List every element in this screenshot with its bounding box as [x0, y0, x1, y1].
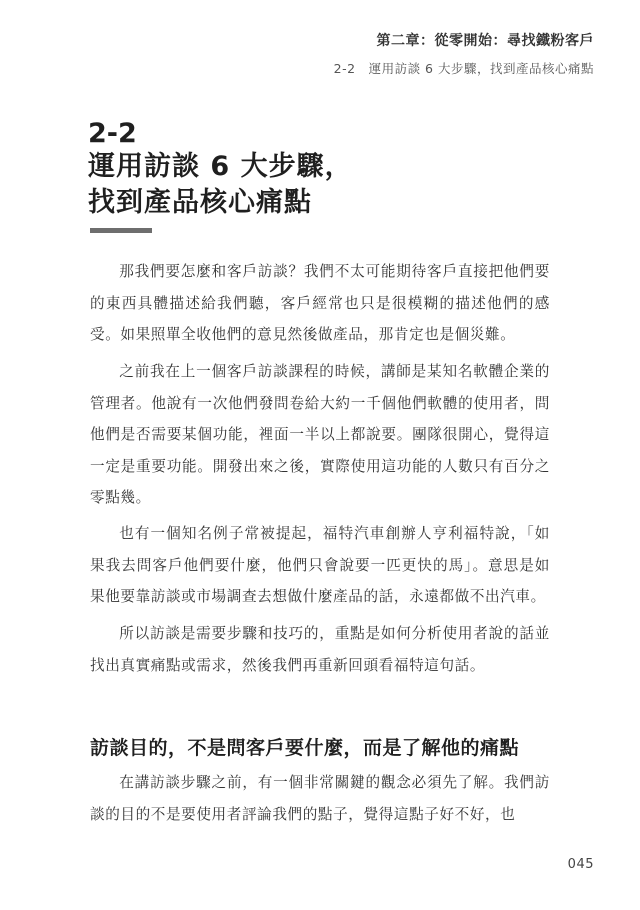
subheading: 訪談目的，不是問客戶要什麼，而是了解他的痛點: [90, 737, 520, 759]
paragraph-3: 也有一個知名例子常被提起，福特汽車創辦人亨利福特說，「如果我去問客戶他們要什麼，他們只會說要一匹更快的馬」。意思是如果他要靠訪談或市場調查去想做什麼產品的話，永遠都做不出汽車。: [90, 525, 550, 605]
running-head: [334, 30, 594, 77]
section-number: 2-2: [88, 118, 137, 149]
heading-line-1: 運用訪談 6 大步驟，: [88, 151, 353, 182]
heading-line-2: 找到產品核心痛點: [88, 187, 312, 218]
chapter-title: 第二章：從零開始：尋找鐵粉客戶: [376, 33, 594, 49]
paragraph-5: 在講訪談步驟之前，有一個非常關鍵的觀念必須先了解。我們訪談的目的不是要使用者評論我們的點子，覺得這點子好不好，也: [90, 774, 550, 823]
page-number: 045: [567, 857, 594, 872]
heading-underline: [90, 228, 152, 233]
paragraph-2: 之前我在上一個客戶訪談課程的時候，講師是某知名軟體企業的管理者。他說有一次他們發問卷給大約一千個他們軟體的使用者，問他們是否需要某個功能，裡面一半以上都說要。團隊很開心，覺得這一定是重要功能。開發出來之後，實際使用這功能的人數只有百分之零點幾。: [90, 363, 550, 506]
paragraph-1: 那我們要怎麼和客戶訪談？我們不太可能期待客戶直接把他們要的東西具體描述給我們聽，客戶經常也只是很模糊的描述他們的感受。如果照單全收他們的意見然後做產品，那肯定也是個災難。: [90, 263, 550, 343]
section-title: 2-2 運用訪談 6 大步驟，找到產品核心痛點: [333, 61, 594, 76]
section-heading: [88, 118, 353, 221]
paragraph-4: 所以訪談是需要步驟和技巧的，重點是如何分析使用者說的話並找出真實痛點或需求，然後我們再重新回頭看福特這句話。: [90, 625, 550, 674]
